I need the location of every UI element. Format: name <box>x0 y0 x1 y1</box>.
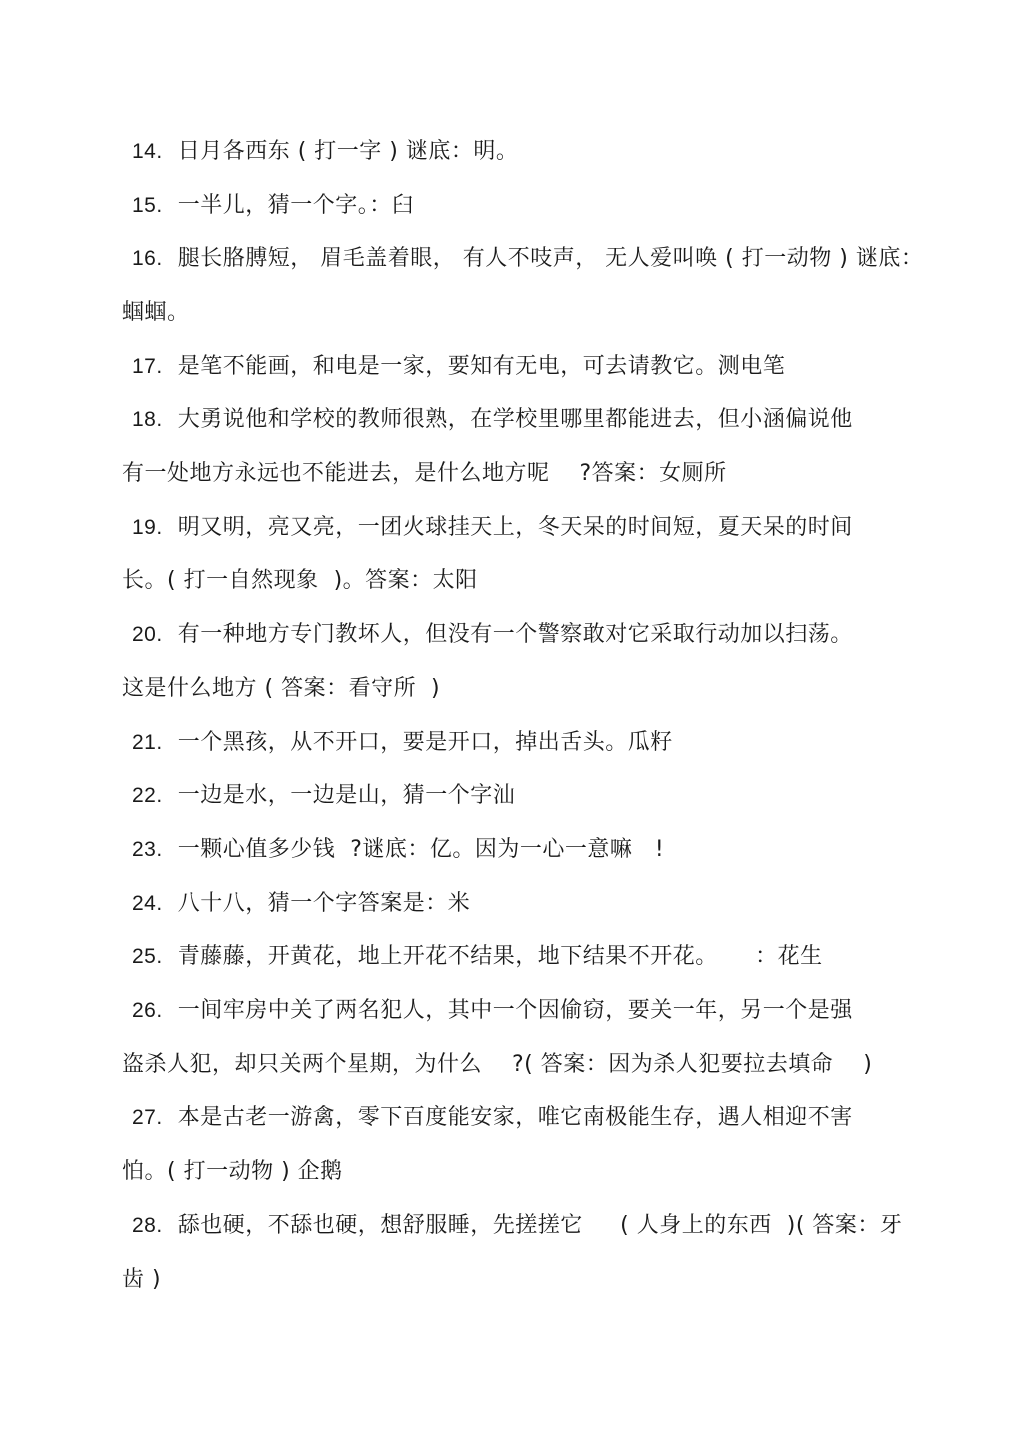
riddle-text: 腿长胳膊短， 眉毛盖着眼， 有人不吱声， 无人爱叫唤 ( 打一动物 ) 谜底： <box>177 246 924 271</box>
riddle-text: 一颗心值多少钱 ?谜底：亿。因为一心一意嘛 ! <box>177 837 665 862</box>
riddle-number: 22. <box>132 784 163 807</box>
riddle-24 <box>132 889 470 919</box>
riddle-text: 一边是水，一边是山，猜一个字汕 <box>177 783 516 808</box>
riddle-text: 八十八，猜一个字答案是：米 <box>177 891 471 916</box>
riddle-14 <box>132 137 518 167</box>
riddle-text: 怕。( 打一动物 ) 企鹅 <box>122 1159 343 1184</box>
riddle-20 <box>132 620 853 650</box>
riddle-18-cont <box>122 459 727 489</box>
riddle-21 <box>132 728 673 758</box>
riddle-text: 本是古老一游禽，零下百度能安家，唯它南极能生存，遇人相迎不害 <box>177 1105 853 1130</box>
riddle-number: 17. <box>132 355 163 378</box>
riddle-text: 齿 ) <box>122 1267 162 1292</box>
riddle-number: 16. <box>132 247 163 270</box>
riddle-text: 有一处地方永远也不能进去，是什么地方呢 ?答案：女厕所 <box>122 461 727 486</box>
riddle-28 <box>132 1211 902 1241</box>
riddle-17 <box>132 352 785 382</box>
riddle-text: 一间牢房中关了两名犯人，其中一个因偷窃，要关一年，另一个是强 <box>177 998 853 1023</box>
riddle-19 <box>132 513 853 543</box>
riddle-26 <box>132 996 853 1026</box>
riddle-number: 28. <box>132 1214 163 1237</box>
riddle-28-cont <box>122 1265 161 1295</box>
riddle-number: 19. <box>132 516 163 539</box>
riddle-text: 日月各西东 ( 打一字 ) 谜底：明。 <box>177 139 519 164</box>
riddle-number: 25. <box>132 945 163 968</box>
riddle-text: 是笔不能画，和电是一家，要知有无电，可去请教它。测电笔 <box>177 354 786 379</box>
riddle-number: 18. <box>132 408 163 431</box>
riddle-18 <box>132 405 853 435</box>
riddle-15 <box>132 191 414 221</box>
riddle-number: 20. <box>132 623 163 646</box>
riddle-20-cont <box>122 674 440 704</box>
riddle-text: 这是什么地方 ( 答案：看守所 ) <box>122 676 441 701</box>
riddle-27-cont <box>122 1157 343 1187</box>
riddle-22 <box>132 781 515 811</box>
riddle-text: 大勇说他和学校的教师很熟，在学校里哪里都能进去，但小涵偏说他 <box>177 407 853 432</box>
riddle-number: 23. <box>132 838 163 861</box>
riddle-text: 舔也硬，不舔也硬，想舒服睡，先搓搓它 ( 人身上的东西 )( 答案：牙 <box>177 1213 903 1238</box>
riddle-text: 一半儿，猜一个字。：臼 <box>177 193 415 218</box>
riddle-number: 15. <box>132 194 163 217</box>
riddle-text: 青藤藤，开黄花，地上开花不结果，地下结果不开花。 ：花生 <box>177 944 823 969</box>
riddle-text: 一个黑孩，从不开口，要是开口，掉出舌头。瓜籽 <box>177 730 673 755</box>
riddle-number: 14. <box>132 140 163 163</box>
riddle-text: 有一种地方专门教坏人，但没有一个警察敢对它采取行动加以扫荡。 <box>177 622 853 647</box>
riddle-number: 26. <box>132 999 163 1022</box>
riddle-number: 24. <box>132 892 163 915</box>
riddle-26-cont <box>122 1050 872 1080</box>
riddle-text: 明又明，亮又亮，一团火球挂天上，冬天呆的时间短，夏天呆的时间 <box>177 515 853 540</box>
riddle-number: 21. <box>132 731 163 754</box>
riddle-25 <box>132 942 823 972</box>
riddle-23 <box>132 835 664 865</box>
riddle-19-cont <box>122 566 478 596</box>
riddle-27 <box>132 1103 853 1133</box>
riddle-text: 蝈蝈。 <box>122 300 190 325</box>
riddle-text: 盗杀人犯，却只关两个星期，为什么 ?( 答案：因为杀人犯要拉去填命 ) <box>122 1052 873 1077</box>
riddle-number: 27. <box>132 1106 163 1129</box>
riddle-16-cont <box>122 298 190 328</box>
riddle-16 <box>132 244 923 274</box>
riddle-text: 长。( 打一自然现象 )。答案：太阳 <box>122 568 478 593</box>
